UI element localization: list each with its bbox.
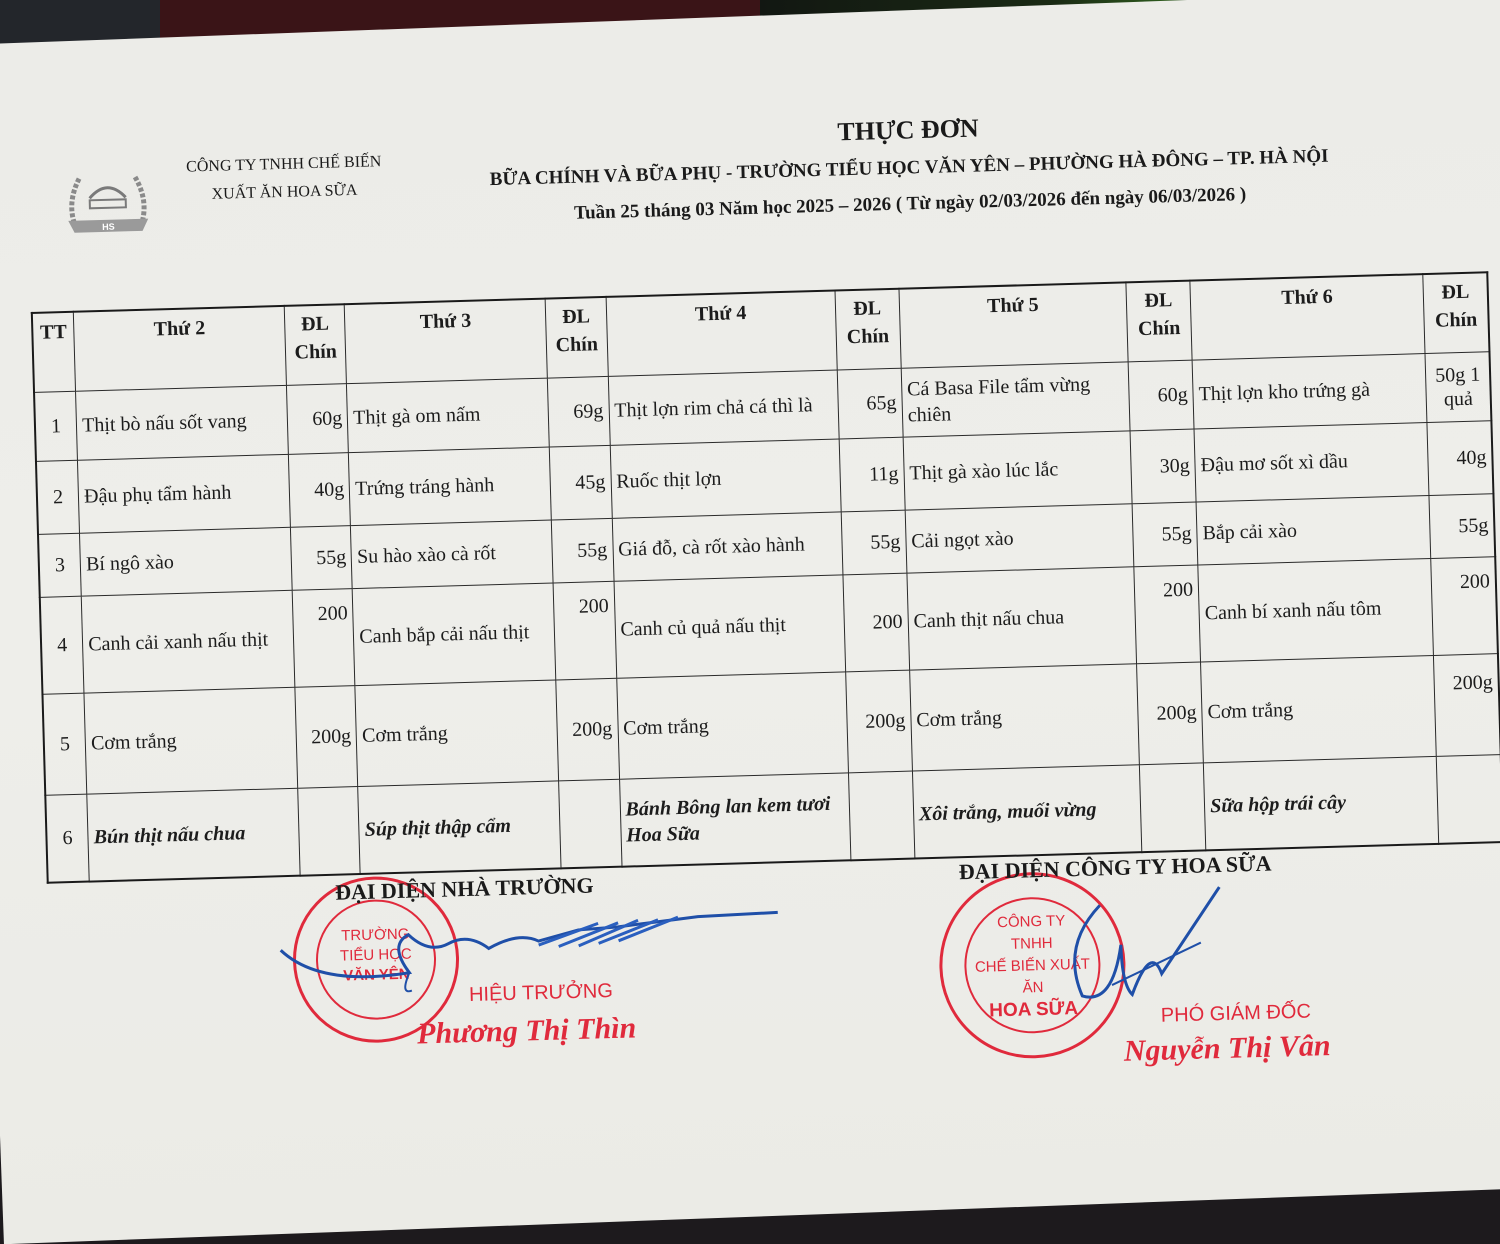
row-number: 3 [38,533,81,597]
qty-cell [1436,755,1500,844]
dish-cell: Sữa hộp trái cây [1203,756,1438,850]
menu-table [31,271,1500,883]
qty-cell [848,771,915,860]
dish-cell: Canh cải xanh nấu thịt [81,590,295,693]
qty-cell: 200 [553,581,616,680]
qty-cell: 200 [1134,565,1201,664]
dish-cell: Đậu mơ sốt xì dầu [1194,423,1429,502]
qty-cell: 40g [1427,421,1493,496]
qty-cell: 55g [1132,502,1198,567]
company-signer-name: Nguyễn Thị Vân [1123,1028,1331,1068]
company-name [158,147,409,210]
header-dl: ĐL Chín [545,297,607,378]
dish-cell: Đậu phụ tẩm hành [78,454,291,533]
dish-cell: Cơm trắng [909,664,1139,771]
qty-cell [1139,763,1206,852]
dish-cell: Thịt bò nấu sốt vang [76,385,289,460]
qty-cell: 55g [841,510,907,575]
qty-cell: 200 [842,573,909,672]
dish-cell: Canh củ quả nấu thịt [614,575,846,678]
dish-cell: Xôi trắng, muối vừng [912,765,1141,859]
qty-cell: 45g [550,445,612,520]
qty-cell: 60g [287,384,349,455]
dish-cell: Bắp cải xào [1196,496,1431,565]
dish-cell: Ruốc thịt lợn [610,439,841,518]
dish-cell: Thịt gà xào lúc lắc [903,431,1132,510]
row-number: 2 [36,460,80,534]
header-day: Thứ 6 [1190,274,1425,360]
page-title: THỰC ĐƠN [837,113,980,147]
qty-cell: 200 [1431,557,1498,656]
qty-cell [298,787,361,876]
qty-cell: 30g [1130,429,1196,504]
header-day: Thứ 3 [345,299,548,384]
company-signature-icon [1049,881,1243,1016]
header-dl: ĐL Chín [284,304,346,385]
dish-cell: Canh thịt nấu chua [907,567,1137,670]
qty-cell: 200g [1434,654,1500,757]
qty-cell: 69g [548,376,610,447]
dish-cell: Thịt lợn rim chả cá thì là [608,370,839,445]
week-range: Tuần 25 tháng 03 Năm học 2025 – 2026 ( Từ ngày 02/03/2026 đến ngày 06/03/2026 ) [573,184,1247,224]
header-day: Thứ 4 [606,291,837,377]
school-representative-title: ĐẠI DIỆN NHÀ TRƯỜNG [334,872,594,905]
dish-cell: Cải ngọt xào [905,504,1134,573]
dish-cell: Su hào xào cà rốt [351,520,554,589]
dish-cell: Cơm trắng [616,672,848,779]
qty-cell: 60g [1128,360,1194,431]
company-role: PHÓ GIÁM ĐỐC [1160,1000,1312,1027]
qty-cell: 200g [1136,662,1203,765]
school-role: HIỆU TRƯỞNG [468,980,614,1007]
dish-cell: Cá Basa File tẩm vừng chiên [901,362,1130,437]
dish-cell: Canh bắp cải nấu thịt [353,583,557,686]
dish-cell: Giá đỗ, cà rốt xào hành [612,512,843,581]
dish-cell: Thịt lợn kho trứng gà [1192,354,1427,429]
dish-cell: Canh bí xanh nấu tôm [1198,558,1434,661]
school-signer-name: Phương Thị Thìn [416,1011,637,1051]
dish-cell: Cơm trắng [84,687,298,794]
header-dl: ĐL Chín [1126,281,1192,362]
company-name-line2: XUẤT ĂN HOA SỮA [211,181,358,203]
dish-cell: Trứng tráng hành [349,447,552,526]
qty-cell: 40g [288,453,350,528]
row-number: 5 [42,693,86,795]
company-logo-icon [61,167,155,242]
qty-cell [559,779,622,868]
qty-cell: 50g 1 quả [1425,352,1491,423]
qty-cell: 200 [292,589,355,688]
header-dl: ĐL Chín [1423,272,1490,353]
qty-cell: 200g [845,670,912,773]
qty-cell: 55g [552,518,614,583]
qty-cell: 11g [839,437,905,512]
qty-cell: 55g [1429,494,1495,559]
dish-cell: Cơm trắng [355,680,559,787]
company-stamp: CÔNG TY TNHH CHẾ BIẾN XUẤT ĂN HOA SỮA [937,870,1128,1061]
dish-cell: Bánh Bông lan kem tươi Hoa Sữa [619,773,850,867]
header-tt: TT [32,312,76,393]
dish-cell: Súp thịt thập cẩm [358,781,561,874]
dish-cell: Cơm trắng [1201,655,1437,762]
row-number: 4 [40,596,84,694]
company-representative-title: ĐẠI DIỆN CÔNG TY HOA SỮA [958,850,1272,885]
row-number: 1 [34,391,78,461]
dish-cell: Thịt gà om nấm [347,378,550,453]
svg-text:HS: HS [102,221,115,232]
qty-cell: 200g [556,678,619,781]
dish-cell: Bún thịt nấu chua [87,788,300,881]
company-name-line1: CÔNG TY TNHH CHẾ BIẾN [185,153,382,176]
school-stamp: TRƯỜNG TIỂU HỌC VĂN YÊN [291,874,462,1045]
page-subtitle: BỮA CHÍNH VÀ BỮA PHỤ - TRƯỜNG TIỂU HỌC VĂN YÊN – PHƯỜNG HÀ ĐÔNG – TP. HÀ NỘI [489,145,1329,191]
qty-cell: 200g [295,686,358,789]
header-dl: ĐL Chín [835,289,901,370]
header-day: Thứ 2 [73,306,286,391]
header-day: Thứ 5 [899,282,1128,368]
qty-cell: 65g [837,368,903,439]
row-number: 6 [45,794,89,883]
dish-cell: Bí ngô xào [80,527,293,596]
qty-cell: 55g [291,526,353,591]
